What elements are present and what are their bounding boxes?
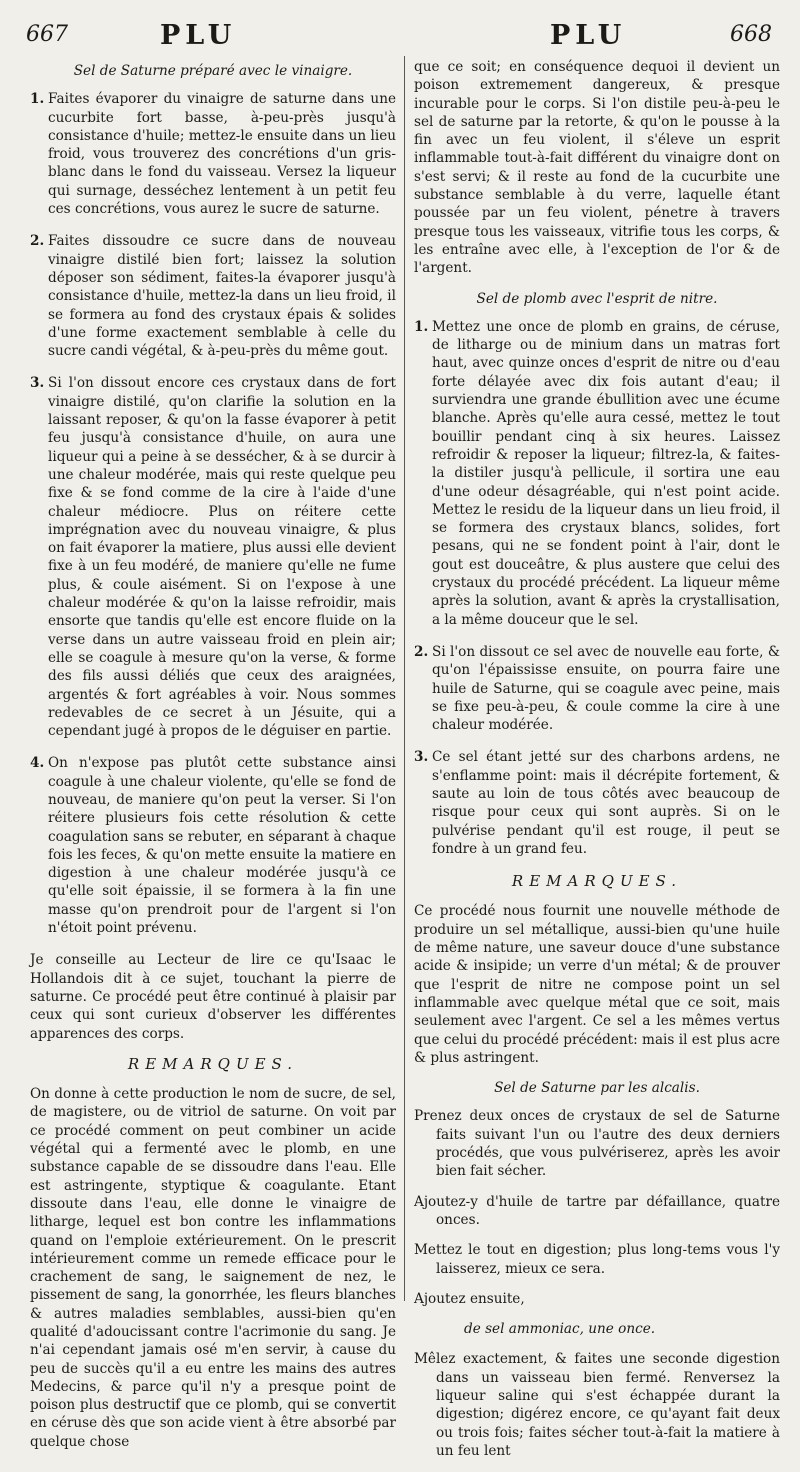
section-heading-nitre: Sel de plomb avec l'esprit de nitre. [476,290,718,307]
remarques-heading: REMARQUES. [511,872,683,891]
item-text: Faites dissoudre ce sucre dans de nouveau vinaigre distilé bien fort; laissez la solution déposer son sédiment, faites-la évaporer jusqu'à consistance d'huile, mettez-la dans un lieu froid, il se formera au fond des crystaux épais & solides d'une forme exactement semblable à celle du sucre candi végétal, & à-peu-près du même gout. [48,233,396,360]
item-text: Mettez une once de plomb en grains, de céruse, de litharge ou de minium dans un matras fort haut, avec quinze onces d'esprit de nitre ou d'eau forte délayée avec dix fois autant d'eau; il surviendra une grande ébullition avec une écume blanche. Après qu'elle aura cessé, mettez le tout bouillir pendant cinq à six heures. Laissez refroidir & reposer la liqueur; filtrez-la, & faites-la distiler jusqu'à pellicule, il sortira une eau d'une odeur désagréable, qui n'est point acide. Mettez le residu de la liqueur dans un lieu froid, il se formera des crystaux blancs, solides, fort pesans, qui ne se fondent point à l'air, dont le gout est douceâtre, & plus austere que celui des crystaux du procédé précédent. La liqueur même après la solution, avant & après la crystallisation, a la même douceur que le sel. [432,318,780,628]
numbered-paragraph [414,643,780,734]
page-number-left: 667 [26,22,68,47]
item-number: 3. [414,749,429,766]
item-text: Si l'on dissout ce sel avec de nouvelle eau forte, & qu'on l'épaississe ensuite, on pourra faire une huile de Saturne, qui se coagule avec peine, mais se fixe peu-à-peu, & coule comme la cire à une chaleur modérée. [432,643,780,734]
recipe-line-ajoutez: Ajoutez-y d'huile de tartre par défaillance, quatre onces. [414,1193,780,1228]
continued-paragraph: que ce soit; en conséquence dequoi il devient un poison extremement dangereux, & presque incurable pour le corps. Si l'on distile peu-à-peu le sel de saturne par la retorte, & qu'on le pousse à la fin avec un feu violent, il s'éleve un esprit inflammable tout-à-fait différent du vinaigre dont on s'est servi; & il reste au fond de la cucurbite une substance semblable à du verre, laquelle étant poussée par un feu violent, pénetre à travers presque tous les vaisseaux, vitrifie tous les corps, & les entraîne avec elle, à l'exception de l'or & de l'argent. [414,59,780,277]
running-head-right: PLU [550,20,627,51]
recipe-line-mettez: Mettez le tout en digestion; plus long-tems vous l'y laisserez, mieux ce sera. [414,1242,780,1277]
item-number: 2. [414,643,429,660]
recipe-line-sel-ammoniac: de sel ammoniac, une once. [464,1321,656,1338]
remarques-paragraph: On donne à cette production le nom de sucre, de sel, de magistere, ou de vitriol de saturne. On voit par ce procédé comment on peut combiner un acide végétal qui a fermenté avec le plomb, en une substance capable de se dissoudre dans l'eau. Elle est astringente, styptique & coagulante. Etant dissoute dans l'eau, elle donne le vinaigre de litharge, lequel est bon contre les inflammations quand on l'emploie extérieurement. On le prescrit intérieurement comme un remede efficace pour le crachement de sang, le saignement de nez, le pissement de sang, la gonorrhée, les fleurs blanches & autres maladies semblables, aussi-bien qu'en qualité d'adoucissant contre l'acrimonie du sang. Je n'ai cependant jamais osé m'en servir, à cause du peu de succès qu'il a eu entre les mains des autres Medecins, & parce qu'il n'y a presque point de poison plus destructif que ce plomb, qui se convertit en cérusе dès que son acide vient à être absorbé par quelque chose [30,1086,396,1450]
right-column [414,58,780,1472]
item-text: On n'expose pas plutôt cette substance ainsi coagule à une chaleur violente, qu'elle se fond de nouveau, de maniere qu'on peut la verser. Si l'on réitere plusieurs fois cette résolution & cette coagulation sans se rebuter, en séparant à chaque fois les feces, & qu'on mette ensuite la matiere en digestion à une chaleur modérée jusqu'à ce qu'elle soit épaissie, il se formera à la fin une masse qu'on prendroit pour de l'argent si l'on n'étoit point prévenu. [48,755,396,937]
item-text: Ce sel étant jetté sur des charbons ardens, ne s'enflamme point: mais il décrépite fortement, & saute au loin de tous côtés avec beaucoup de risque pour ceux qui sont auprès. Si on le pulvérise pendant qu'il est rouge, il peut se fondre à un grand feu. [432,749,780,857]
item-number: 1. [414,318,429,335]
recipe-line-prenez: Prenez deux onces de crystaux de sel de Saturne faits suivant l'un ou l'autre des deux derniers procédés, que vous pulvériserez, après les avoir bien fait sécher. [414,1108,780,1180]
item-number: 2. [30,233,45,250]
recipe-line-melez: Mêlez exactement, & faites une seconde digestion dans un vaisseau bien fermé. Renversez la liqueur saline qui s'est échappée durant la digestion; digérez encore, ce qu'ayant fait deux ou trois fois; faites sécher tout-à-fait la matiere à un feu lent [414,1351,780,1459]
numbered-paragraph [414,318,780,629]
recipe-line-ajoutez-ensuite: Ajoutez ensuite, [414,1290,525,1307]
item-number: 3. [30,375,45,392]
section-heading-alcalis: Sel de Saturne par les alcalis. [494,1080,700,1097]
section-heading-vinaigre: Sel de Saturne préparé avec le vinaigre. [73,63,353,79]
column-divider [404,56,405,1301]
item-number: 4. [30,755,45,772]
paragraph-conseille: Je conseille au Lecteur de lire ce qu'Isaac le Hollandois dit à ce sujet, touchant la pierre de saturne. Ce procédé peut être continué à plaisir par ceux qui sont curieux d'observer les différentes apparences des corps. [30,952,396,1042]
numbered-paragraph [30,232,396,360]
running-head-left: PLU [160,20,237,51]
left-column [30,58,396,1463]
remarques-heading: REMARQUES. [127,1054,299,1073]
page-header [0,18,800,58]
numbered-paragraph [30,90,396,218]
item-number: 1. [30,91,45,108]
remarques-paragraph: Ce procédé nous fournit une nouvelle méthode de produire un sel métallique, aussi-bien qu'une huile de même nature, une saveur douce d'une substance acide & insipide; un verre d'un métal; & de prouver que l'esprit de nitre ne compose point un sel inflammable avec quelque métal que ce soit, mais seulement avec l'argent. Ce sel a les mêmes vertus que celui du procédé précédent: mais il est plus acre & plus astringent. [414,903,780,1066]
page-number-right: 668 [730,22,772,47]
item-text: Si l'on dissout encore ces crystaux dans de fort vinaigre distilé, qu'on clarifie la solution en la laissant reposer, & qu'on la fasse évaporer à petit feu jusqu'à consistance d'huile, on aura une liqueur qui a peine à se dessécher, & à se durcir à une chaleur modérée, mais qui reste quelque peu fixe & se fond comme de la cire à l'aide d'une chaleur médiocre. Plus on réitere cette imprégnation avec du nouveau vinaigre, & plus on fait évaporer la matiere, plus aussi elle devient fixe à un feu modéré, de maniere qu'elle ne fume plus, & coule aisément. Si on l'expose à une chaleur modérée & qu'on la laisse refroidir, mais ensorte que tandis qu'elle est encore fluide on la verse dans un autre vaisseau froid en plein air; elle se coagule à mesure qu'on la verse, & forme des fils aussi déliés que ceux des araignées, argentés & fort agréables à voir. Nous sommes redevables de ce secret à un Jésuite, qui a cependant jugé à propos de le déguiser en partie. [48,375,396,740]
numbered-paragraph [30,754,396,937]
numbered-paragraph [30,374,396,740]
item-text: Faites évaporer du vinaigre de saturne dans une cucurbite fort basse, à-peu-près jusqu'à consistance d'huile; mettez-le ensuite dans un lieu froid, vous trouverez des concrétions d'un gris-blanc dans le fond du vaisseau. Versez la liqueur qui surnage, desséchez lentement à un petit feu ces concrétions, vous aurez le sucre de saturne. [48,91,397,218]
numbered-paragraph [414,748,780,858]
